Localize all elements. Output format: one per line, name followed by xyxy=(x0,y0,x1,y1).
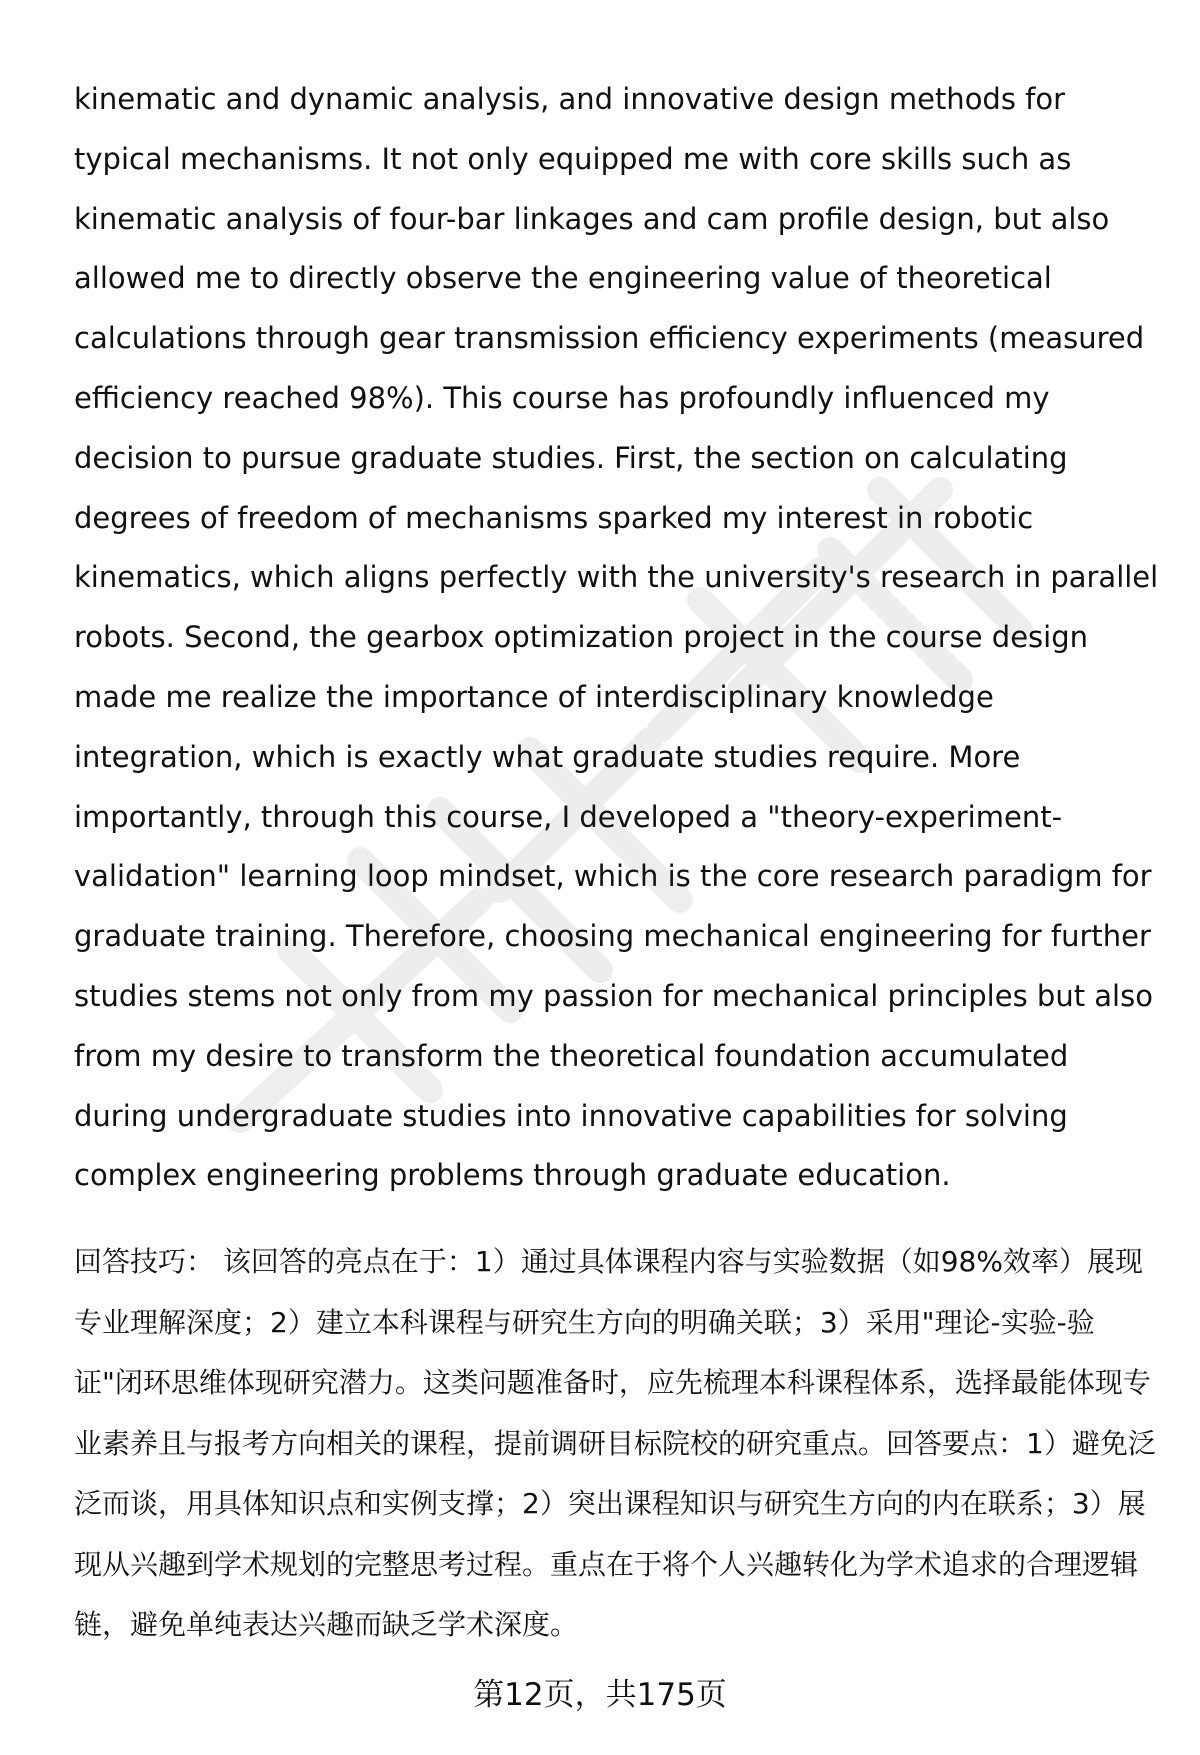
body-paragraph: kinematic and dynamic analysis, and innovative design methods for typical mechanisms. It not only equipped me with core skills such as kinematic analysis of four-bar linkages and cam profile design, but also allowed me to directly observe the engineering value of theoretical calculations through gear transmission efficiency experiments (measured efficiency reached 98%). This course has profoundly influenced my decision to pursue graduate studies. First, the section on calculating degrees of freedom of mechanisms sparked my interest in robotic kinematics, which aligns perfectly with the university's research in parallel robots. Second, the gearbox optimization project in the course design made me realize the importance of interdisciplinary knowledge integration, which is exactly what graduate studies require. More importantly, through this course, I developed a "theory-experiment-validation" learning loop mindset, which is the core research paradigm for graduate training. Therefore, choosing mechanical engineering for further studies stems not only from my passion for mechanical principles but also from my desire to transform the theoretical foundation accumulated during undergraduate studies into innovative capabilities for solving complex engineering problems through graduate education. xyxy=(74,82,1159,1193)
answer-tips-paragraph: 回答技巧： 该回答的亮点在于：1）通过具体课程内容与实验数据（如98%效率）展现专业理解深度；2）建立本科课程与研究生方向的明确关联；3）采用"理论-实验-验证"闭环思维体现研究潜力。这类问题准备时，应先梳理本科课程体系，选择最能体现专业素养且与报考方向相关的课程，提前调研目标院校的研究重点。回答要点：1）避免泛泛而谈，用具体知识点和实例支撑；2）突出课程知识与研究生方向的内在联系；3）展现从兴趣到学术规划的完整思考过程。重点在于将个人兴趣转化为学术追求的合理逻辑链，避免单纯表达兴趣而缺乏学术深度。 xyxy=(74,1245,1156,1641)
page-footer: 第12页，共175页 xyxy=(473,1677,727,1713)
